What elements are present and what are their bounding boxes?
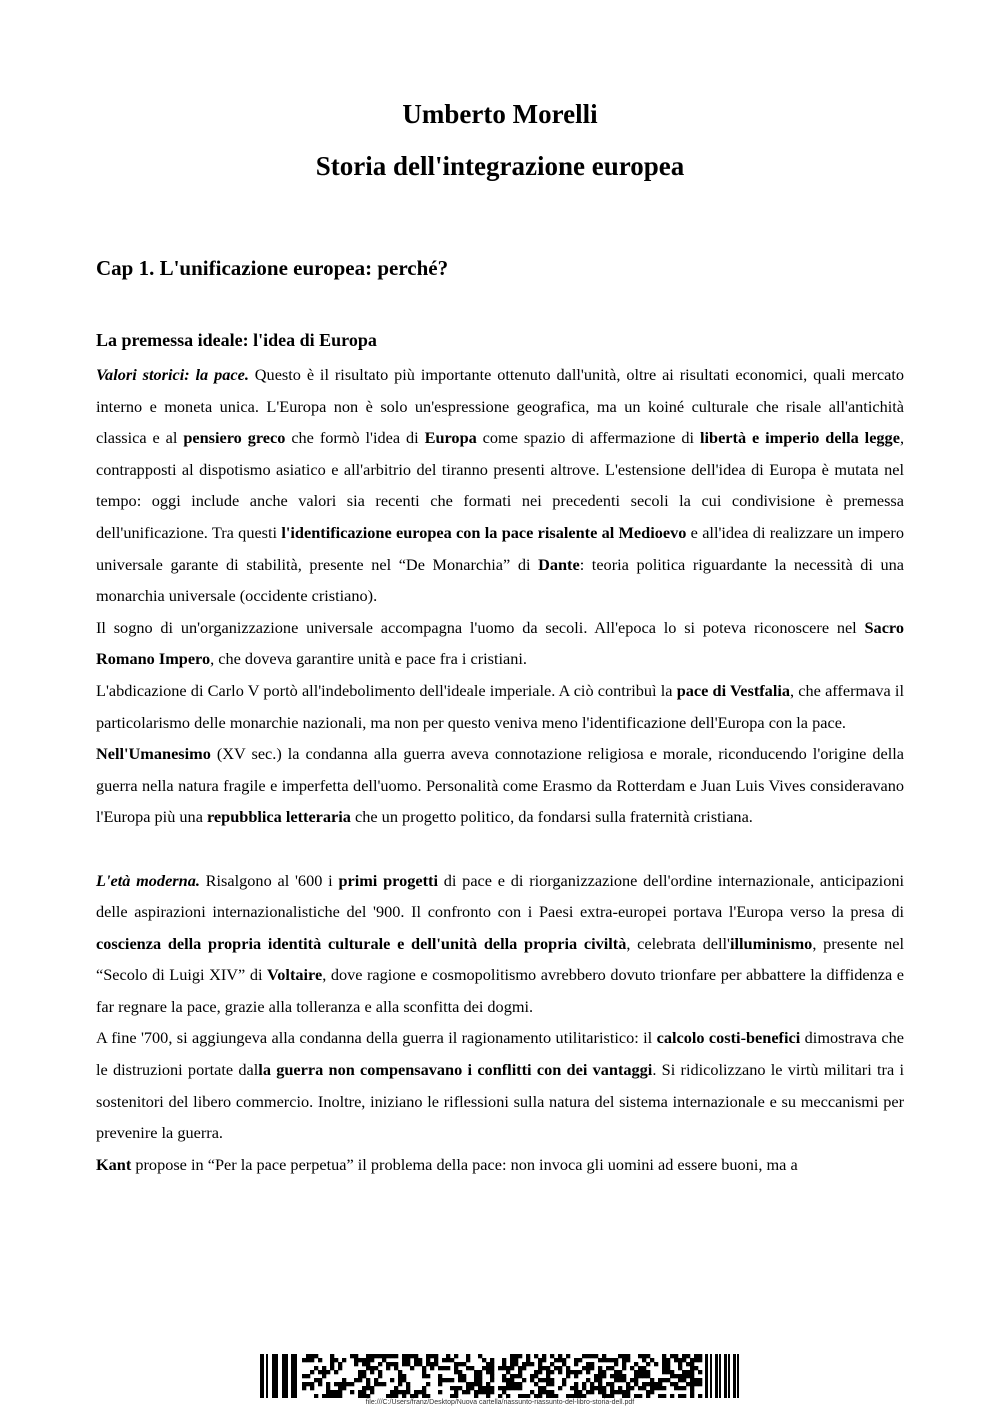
paragraph (96, 1149, 904, 1181)
emphasis-run: L'età moderna. (96, 870, 200, 890)
text-run: che formò l'idea di (285, 428, 425, 448)
paragraph (96, 865, 904, 1023)
text-run: , celebrata dell' (626, 933, 730, 953)
emphasis-run: Valori storici: la pace. (96, 365, 249, 384)
text-run: Risalgono al '600 i (199, 870, 339, 890)
emphasis-run: la guerra non compensavano i conflitti con dei vantaggi (258, 1060, 653, 1080)
emphasis-run: Dante (538, 554, 580, 574)
paragraph (96, 359, 904, 612)
text-run: , presente nel “Secolo di Luigi XIV” di (96, 933, 905, 985)
text-run: : teoria politica riguardante la necessità di una monarchia universale (occidente cristiano). (96, 554, 905, 606)
paragraph (96, 675, 904, 738)
emphasis-run: pensiero greco (183, 428, 286, 448)
emphasis-run: Voltaire (267, 965, 323, 985)
emphasis-run: l'identificazione europea con la pace risalente al Medioevo (281, 522, 687, 542)
text-run: Questo è il risultato più importante ottenuto dall'unità, oltre ai risultati economici, quali mercato interno e moneta unica. L'Europa non è solo un'espressione geografica, ma un koiné culturale che risale all'antichità classica e al (96, 365, 904, 448)
emphasis-run: libertà e imperio della legge (699, 428, 900, 448)
text-run: dimostrava che le distruzioni portate dal (96, 1028, 904, 1080)
text-run: (XV sec.) la condanna alla guerra aveva connotazione religiosa e morale, riconducendo l'origine della guerra nella natura fragile e imperfetta dell'uomo. Personalità come Erasmo da Rotterdam e Juan Luis Vives consideravano l'Europa più una (96, 744, 904, 827)
text-run: propose in “Per la pace perpetua” il problema della pace: non invoca gli uomini ad essere buoni, ma a (131, 1154, 798, 1174)
emphasis-run: repubblica letteraria (207, 807, 351, 827)
chapter-heading: Cap 1. L'unificazione europea: perché? (96, 256, 449, 280)
text-run: Il sogno di un'organizzazione universale accompagna l'uomo da secoli. All'epoca lo si poteva riconoscere nel (96, 617, 865, 637)
paragraph (96, 1022, 904, 1148)
emphasis-run: primi progetti (338, 870, 438, 890)
text-run: che un progetto politico, da fondarsi sulla fraternità cristiana. (350, 807, 753, 827)
paragraph (96, 738, 904, 833)
emphasis-run: Sacro Romano Impero (96, 617, 904, 669)
document-author: Umberto Morelli (402, 99, 598, 129)
text-run: di pace e di riorganizzazione dell'ordine internazionale, anticipazioni delle aspirazioni internazionalistiche del '900. Il confronto con i Paesi extra-europei portava l'Europa verso la presa di (96, 870, 905, 922)
document-title: Storia dell'integrazione europea (315, 151, 685, 181)
emphasis-run: coscienza della propria identità culturale e dell'unità della propria civiltà (96, 933, 627, 953)
text-run: , contrapposti al dispotismo asiatico e all'arbitrio del tiranno presenti altrove. L'estensione dell'idea di Europa è mutata nel tempo: oggi include anche valori sia recenti che formati nei precedenti secoli la cui condivisione è premessa dell'unificazione. Tra questi (96, 428, 905, 542)
barcode-icon (260, 1354, 740, 1398)
emphasis-run: Nell'Umanesimo (96, 744, 211, 764)
text-run: , dove ragione e cosmopolitismo avrebbero dovuto trionfare per abbattere la diffidenza e far regnare la pace, grazie alla tolleranza e alla sconfitta dei dogmi. (96, 965, 905, 1016)
text-run: e all'idea di realizzare un impero universale garante di stabilità, presente nel “De Monarchia” di (96, 522, 904, 574)
emphasis-run: Europa (424, 428, 477, 448)
text-run: , che affermava il particolarismo delle monarchie nazionali, ma non per questo veniva meno l'identificazione dell'Europa con la pace. (96, 680, 904, 732)
text-run: L'abdicazione di Carlo V portò all'indebolimento dell'ideale imperiale. A ciò contribuì la (96, 680, 677, 700)
emphasis-run: Kant (96, 1154, 132, 1174)
emphasis-run: pace di Vestfalia (676, 680, 791, 700)
text-run: A fine '700, si aggiungeva alla condanna della guerra il ragionamento utilitaristico: il (96, 1028, 657, 1048)
body-text (96, 359, 904, 1180)
text-run: come spazio di affermazione di (476, 428, 700, 448)
text-run: . Si ridicolizzano le virtù militari tra i sostenitori del libero commercio. Inoltre, iniziano le riflessioni sulla natura del sistema internazionale e su meccanismi per prevenire la guerra. (96, 1060, 904, 1143)
emphasis-run: illuminismo (729, 933, 813, 953)
paragraph (96, 612, 904, 675)
text-run: , che doveva garantire unità e pace fra i cristiani. (210, 649, 527, 669)
section-heading: La premessa ideale: l'idea di Europa (96, 330, 377, 350)
emphasis-run: calcolo costi-benefici (656, 1028, 801, 1048)
file-path-footer: file:///C:/Users/franz/Desktop/Nuova cartella/riassunto-riassunto-del-libro-storia-dell.pdf (365, 1399, 635, 1406)
